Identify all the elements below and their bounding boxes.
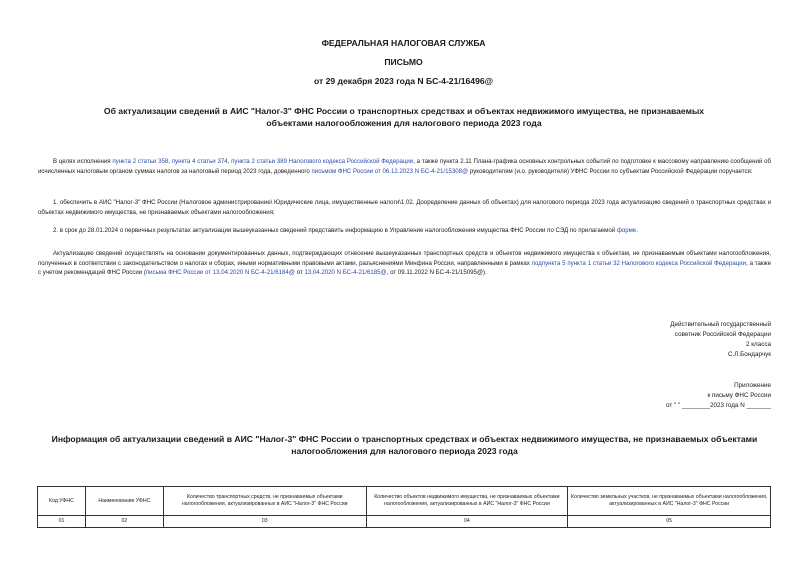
document-type: ПИСЬМО bbox=[384, 57, 423, 67]
signature-title-1: Действительный государственный bbox=[670, 321, 771, 328]
intro-text-3: , bbox=[227, 158, 232, 165]
signature-title-3: 2 класса bbox=[745, 341, 771, 348]
document-date-number: от 29 декабря 2023 года N БС-4-21/16496@ bbox=[313, 76, 494, 86]
item2-text-2: . bbox=[636, 227, 638, 234]
para3-text-4: , от 09.11.2022 N БС-4-21/15095@). bbox=[386, 269, 487, 277]
column-number-cell: 03 bbox=[163, 516, 366, 528]
intro-text-2: , bbox=[168, 158, 172, 165]
header-cell-code: Код УФНС bbox=[38, 487, 86, 516]
appendix-label: Приложение bbox=[734, 382, 771, 389]
intro-text-5: руководителям (и.о. руководителя) УФНС России по субъектам Российской Федерации поручается: bbox=[468, 167, 753, 175]
link-art32[interactable]: подпункта 5 пункта 1 статьи 32 Налогового кодекса Российской Федерации bbox=[531, 259, 747, 267]
agency-name: ФЕДЕРАЛЬНАЯ НАЛОГОВАЯ СЛУЖБА bbox=[321, 38, 486, 48]
link-art358[interactable]: пункта 2 статьи 358 bbox=[112, 158, 169, 165]
form-title: Информация об актуализации сведений в АИС "Налог-3" ФНС России о транспортных средствах и объектах недвижимого имущества, не признаваемых объектами налогообложения для налогового периода 2023 года bbox=[51, 434, 758, 456]
header-cell-vehicles: Количество транспортных средств, не признаваемых объектами налогообложения, актуализированных в АИС "Налог-3" ФНС России bbox=[163, 487, 366, 516]
column-number-cell: 01 bbox=[38, 516, 86, 528]
column-number-cell: 02 bbox=[85, 516, 163, 528]
intro-text-4: , а также пункта 2.11 Плана-графика основных контрольных событий по подготовке к массовому направлению сообщений об исчисленных налоговым органом суммах налогов за налоговый период 2023 года, доведенного bbox=[38, 158, 771, 175]
item2-text-1: 2. в срок до 28.01.2024 о первичных результатах актуализации вышеуказанных сведений представить информацию в Управление налогообложения имущества ФНС России по СЭД по прилагаемой bbox=[53, 227, 617, 234]
link-letter-6184[interactable]: письма ФНС России от 13.04.2020 N БС-4-21/6184@ bbox=[145, 269, 295, 277]
link-letter-6185[interactable]: 13.04.2020 N БС-4-21/6185@ bbox=[304, 269, 387, 277]
link-form[interactable]: форме bbox=[616, 227, 637, 234]
appendix-reference: к письму ФНС России bbox=[707, 392, 771, 399]
appendix-block bbox=[560, 381, 771, 411]
link-art389[interactable]: пункта 2 статьи 389 Налогового кодекса Российской Федерации bbox=[231, 158, 414, 165]
table-row bbox=[38, 516, 771, 528]
letter-title: Об актуализации сведений в АИС "Налог-3" ФНС России о транспортных средствах и объектах недвижимого имущества, не признаваемых объектами налогообложения для налогового периода 2023 года bbox=[103, 106, 705, 128]
header-cell-real-estate: Количество объектов недвижимого имущества, не признаваемых объектами налогообложения, актуализированных в АИС "Налог-3" ФНС России bbox=[366, 487, 568, 516]
signature-title-2: советник Российской Федерации bbox=[674, 331, 771, 338]
link-letter-15308[interactable]: письмом ФНС России от 06.12.2023 N БС-4-21/15308@ bbox=[311, 167, 469, 175]
intro-paragraph bbox=[38, 157, 771, 176]
header-cell-name: Наименование УФНС bbox=[85, 487, 163, 516]
item-1-paragraph: 1. обеспечить в АИС "Налог-3" ФНС России (Налоговое администрирование\ Юридические лица, имущественные налоги\1.02. Дооределение данных об объектах) для налогового периода 2023 года актуализацию сведений о транспортных средствах и объектах недвижимого имущества, не признаваемых объектами налогообложения; bbox=[38, 199, 771, 216]
column-number-cell: 05 bbox=[568, 516, 771, 528]
para3-text-2: , а также с учетом рекомендаций ФНС России ( bbox=[38, 259, 772, 277]
header-cell-land: Количество земельных участков, не признаваемых объектами налогообложения, актуализированных в АИС "Налог-3" ФНС России bbox=[568, 487, 771, 516]
signature-block bbox=[560, 320, 771, 360]
appendix-date-number: от " " ________2023 года N _______ bbox=[666, 402, 771, 409]
column-number-cell: 04 bbox=[366, 516, 568, 528]
item-2-paragraph bbox=[38, 226, 771, 236]
para3-text-3: от bbox=[295, 269, 305, 277]
report-form-table bbox=[37, 486, 771, 528]
intro-text-1: В целях исполнения bbox=[53, 158, 113, 165]
link-art374[interactable]: пункта 4 статьи 374 bbox=[171, 158, 228, 165]
paragraph-3 bbox=[38, 249, 771, 278]
para3-text-1: Актуализацию сведений осуществлять на основании документированных данных, подтверждающих отнесение вышеуказанных транспортных средств и объектов недвижимого имущества к объектам, не признаваемым объектами налогообложения, полученных в соответствии с законодательством о налогах и сборах, иными нормативными правовыми актами, разъяснениями Минфина России, направленными в рамках bbox=[38, 250, 771, 267]
signature-name: С.Л.Бондарчук bbox=[727, 351, 771, 358]
table-header-row bbox=[38, 487, 771, 516]
